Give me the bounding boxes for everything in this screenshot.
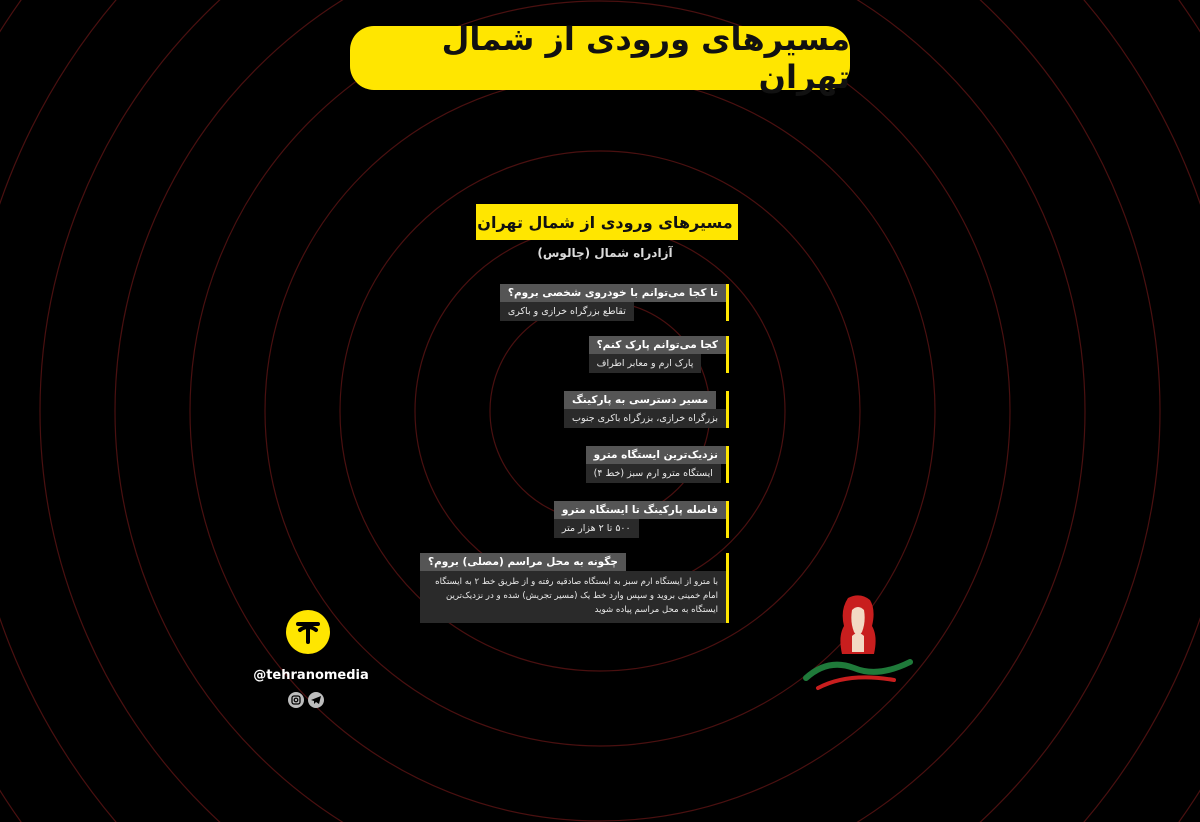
social-handle: @tehranomedia [253,668,369,683]
aghaye-shahid-iran-logo [798,592,918,696]
qa-answer: پارک ارم و معابر اطراف [589,354,702,373]
card-title: مسیرهای ورودی از شمال تهران [476,204,738,240]
qa-item-parking-limit [500,284,729,321]
tehrano-logo-mark [286,610,330,654]
qa-answer: ایستگاه مترو ارم سبز (خط ۴) [586,464,721,483]
qa-item-metro-distance [554,501,729,538]
qa-question: نزدیک‌ترین ایستگاه مترو [586,446,726,464]
qa-item-venue-route [420,553,729,623]
qa-answer: با مترو از ایستگاه ارم سبز به ایستگاه صادقیه رفته و از طریق خط ۲ به ایستگاه امام خمینی بروید و سپس وارد خط یک (مسیر تجریش) شده و در نزدیک‌ترین ایستگاه به محل مراسم پیاده شوید [420,571,726,623]
qa-item-parking-route [564,391,729,428]
qa-answer: ۵۰۰ تا ۲ هزار متر [554,519,639,538]
instagram-icon[interactable] [288,692,304,708]
qa-question: کجا می‌توانم پارک کنم؟ [589,336,726,354]
qa-question: تا کجا می‌توانم با خودروی شخصی بروم؟ [500,284,726,302]
telegram-icon[interactable] [308,692,324,708]
page-title: مسیرهای ورودی از شمال تهران [350,26,850,90]
qa-question: فاصله پارکینگ تا ایستگاه مترو [554,501,726,519]
card-subtitle: آزادراه شمال (چالوس) [537,246,673,260]
qa-answer: بزرگراه خرازی، بزرگراه باکری جنوب [564,409,726,428]
qa-item-nearest-metro [586,446,729,483]
qa-question: مسیر دسترسی به پارکینگ [564,391,716,409]
qa-answer: تقاطع بزرگراه خرازی و باکری [500,302,634,321]
tehrano-logo [253,610,369,710]
qa-item-parking-location [589,336,729,373]
qa-question: چگونه به محل مراسم (مصلی) بروم؟ [420,553,626,571]
